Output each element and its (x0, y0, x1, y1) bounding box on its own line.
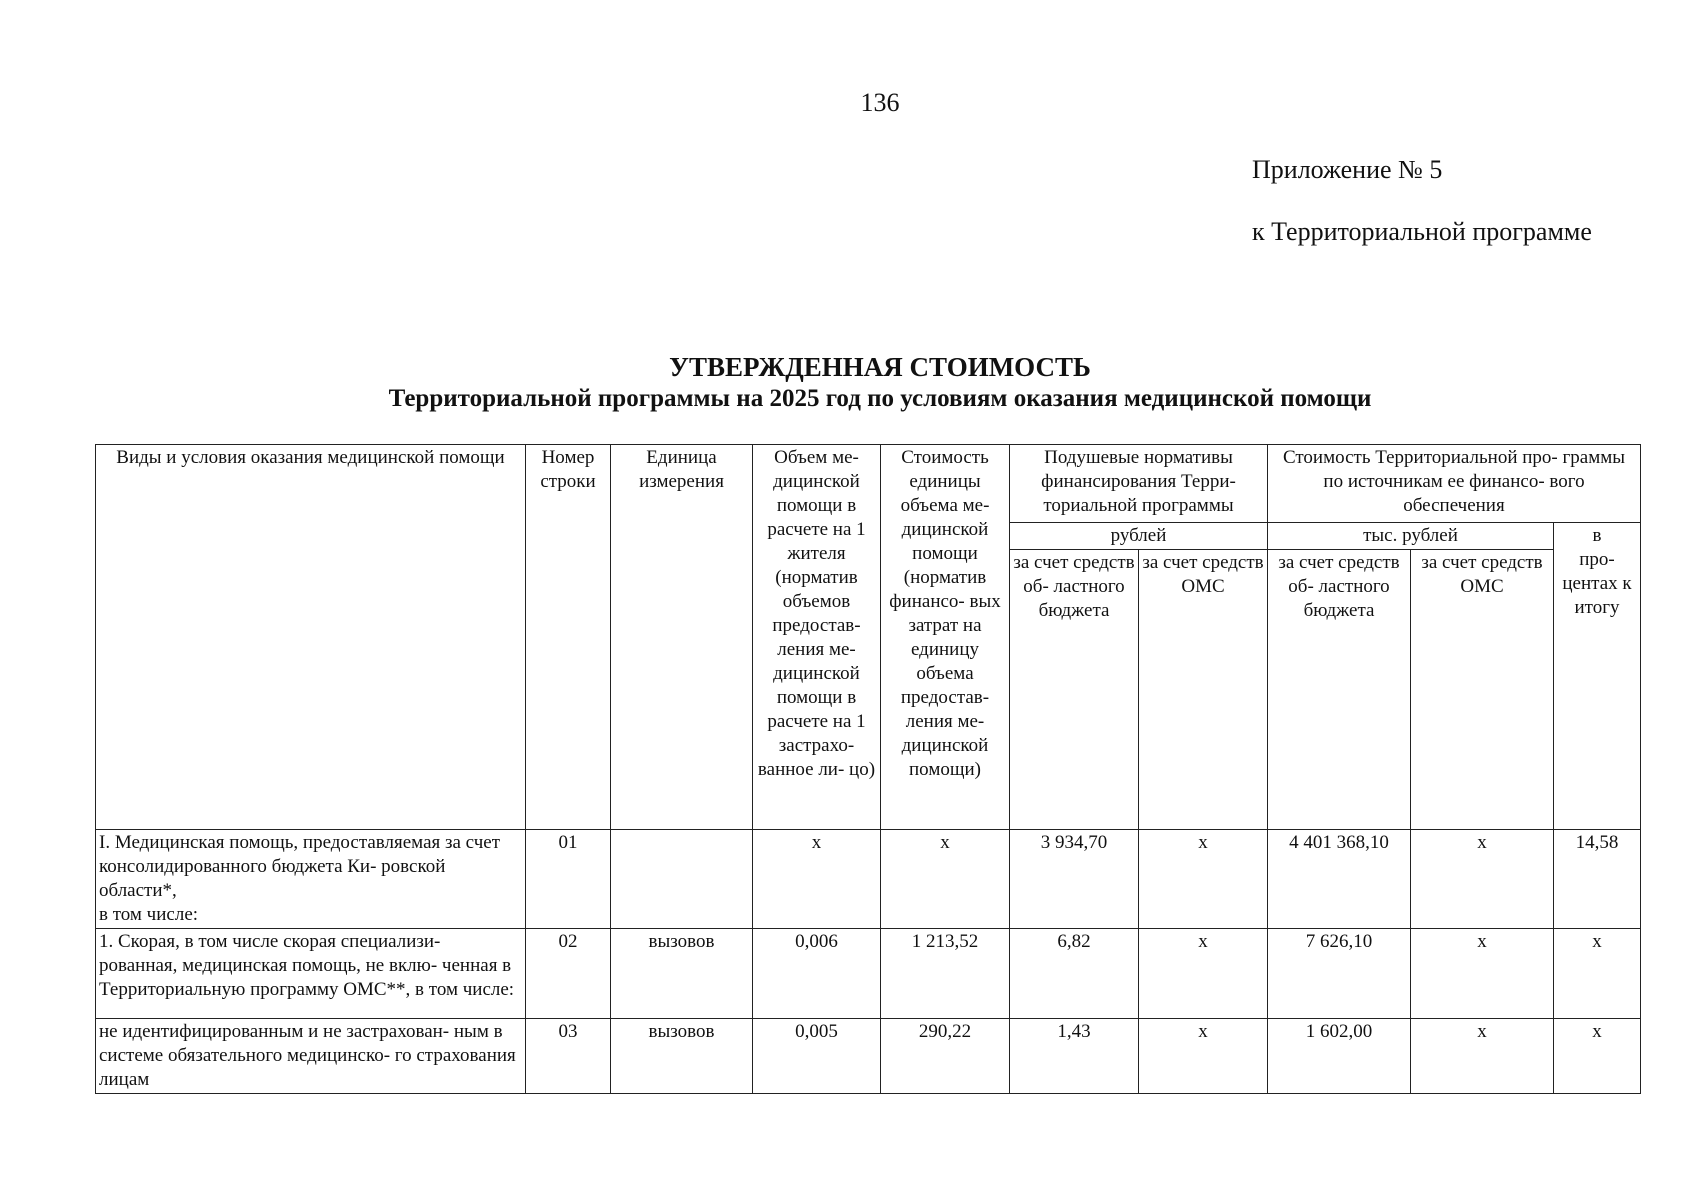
header-thousand-rubles: тыс. рублей (1268, 523, 1554, 550)
row-unit: вызовов (611, 1019, 753, 1094)
table-row (96, 1019, 1641, 1094)
row-tc-oms: x (1411, 929, 1554, 1019)
row-kind: I. Медицинская помощь, предоставляемая за счет консолидированного бюджета Ки- ровской области*, в том числе: (96, 830, 526, 929)
page-number: 136 (860, 88, 900, 117)
header-per-capita: Подушевые нормативы финансирования Терри- ториальной программы (1010, 445, 1268, 523)
header-percent-rest: про- центах к итогу (1562, 549, 1632, 618)
row-volume: 0,005 (753, 1019, 881, 1094)
row-tc-oms: x (1411, 1019, 1554, 1094)
row-pc-oms: x (1139, 830, 1268, 929)
table-row (96, 929, 1641, 1019)
row-unit: вызовов (611, 929, 753, 1019)
header-tc-budget: за счет средств об- ластного бюджета (1268, 550, 1411, 830)
row-pc-budget: 6,82 (1010, 929, 1139, 1019)
row-num: 03 (526, 1019, 611, 1094)
header-pc-budget: за счет средств об- ластного бюджета (1010, 550, 1139, 830)
document-title: УТВЕРЖДЕННАЯ СТОИМОСТЬ (669, 352, 1091, 382)
header-unit: Единица измерения (611, 445, 753, 830)
row-unit (611, 830, 753, 929)
row-percent: x (1554, 1019, 1641, 1094)
row-pc-budget: 3 934,70 (1010, 830, 1139, 929)
header-tc-oms: за счет средств ОМС (1411, 550, 1554, 830)
row-num: 02 (526, 929, 611, 1019)
header-percent (1554, 523, 1641, 830)
row-tc-budget: 7 626,10 (1268, 929, 1411, 1019)
row-tc-oms: x (1411, 830, 1554, 929)
header-rubles: рублей (1010, 523, 1268, 550)
row-kind: не идентифицированным и не застрахован- ным в системе обязательного медицинско- го страхования лицам (96, 1019, 526, 1094)
document-subtitle: Территориальной программы на 2025 год по условиям оказания медицинской помощи (388, 385, 1372, 412)
header-kind: Виды и условия оказания медицинской помощи (96, 445, 526, 830)
row-volume: x (753, 830, 881, 929)
table-row (96, 830, 1641, 929)
header-row-number: Номер строки (526, 445, 611, 830)
header-pc-oms: за счет средств ОМС (1139, 550, 1268, 830)
row-cost: 1 213,52 (881, 929, 1010, 1019)
row-cost: 290,22 (881, 1019, 1010, 1094)
cost-table (95, 444, 1641, 1094)
appendix-label: Приложение № 5 (1252, 155, 1443, 184)
row-num: 01 (526, 830, 611, 929)
header-volume: Объем ме- дицинской помощи в расчете на 1 жителя (норматив объемов предостав- ления ме- дицинской помощи в расчете на 1 застрахо- ванное ли- цо) (753, 445, 881, 830)
row-pc-budget: 1,43 (1010, 1019, 1139, 1094)
row-volume: 0,006 (753, 929, 881, 1019)
header-unit-cost: Стоимость единицы объема ме- дицинской помощи (норматив финансо- вых затрат на единицу объема предостав- ления ме- дицинской помощи) (881, 445, 1010, 830)
header-program-cost: Стоимость Территориальной про- граммы по источникам ее финансо- вого обеспечения (1268, 445, 1641, 523)
row-tc-budget: 4 401 368,10 (1268, 830, 1411, 929)
row-percent: 14,58 (1554, 830, 1641, 929)
row-pc-oms: x (1139, 929, 1268, 1019)
row-cost: x (881, 830, 1010, 929)
appendix-program-label: к Территориальной программе (1252, 217, 1592, 246)
row-tc-budget: 1 602,00 (1268, 1019, 1411, 1094)
row-kind: 1. Скорая, в том числе скорая специализи- рованная, медицинская помощь, не вклю- ченная в Территориальную программу ОМС**, в том числе: (96, 929, 526, 1019)
row-pc-oms: x (1139, 1019, 1268, 1094)
row-percent: x (1554, 929, 1641, 1019)
header-percent-top: в (1592, 525, 1602, 546)
